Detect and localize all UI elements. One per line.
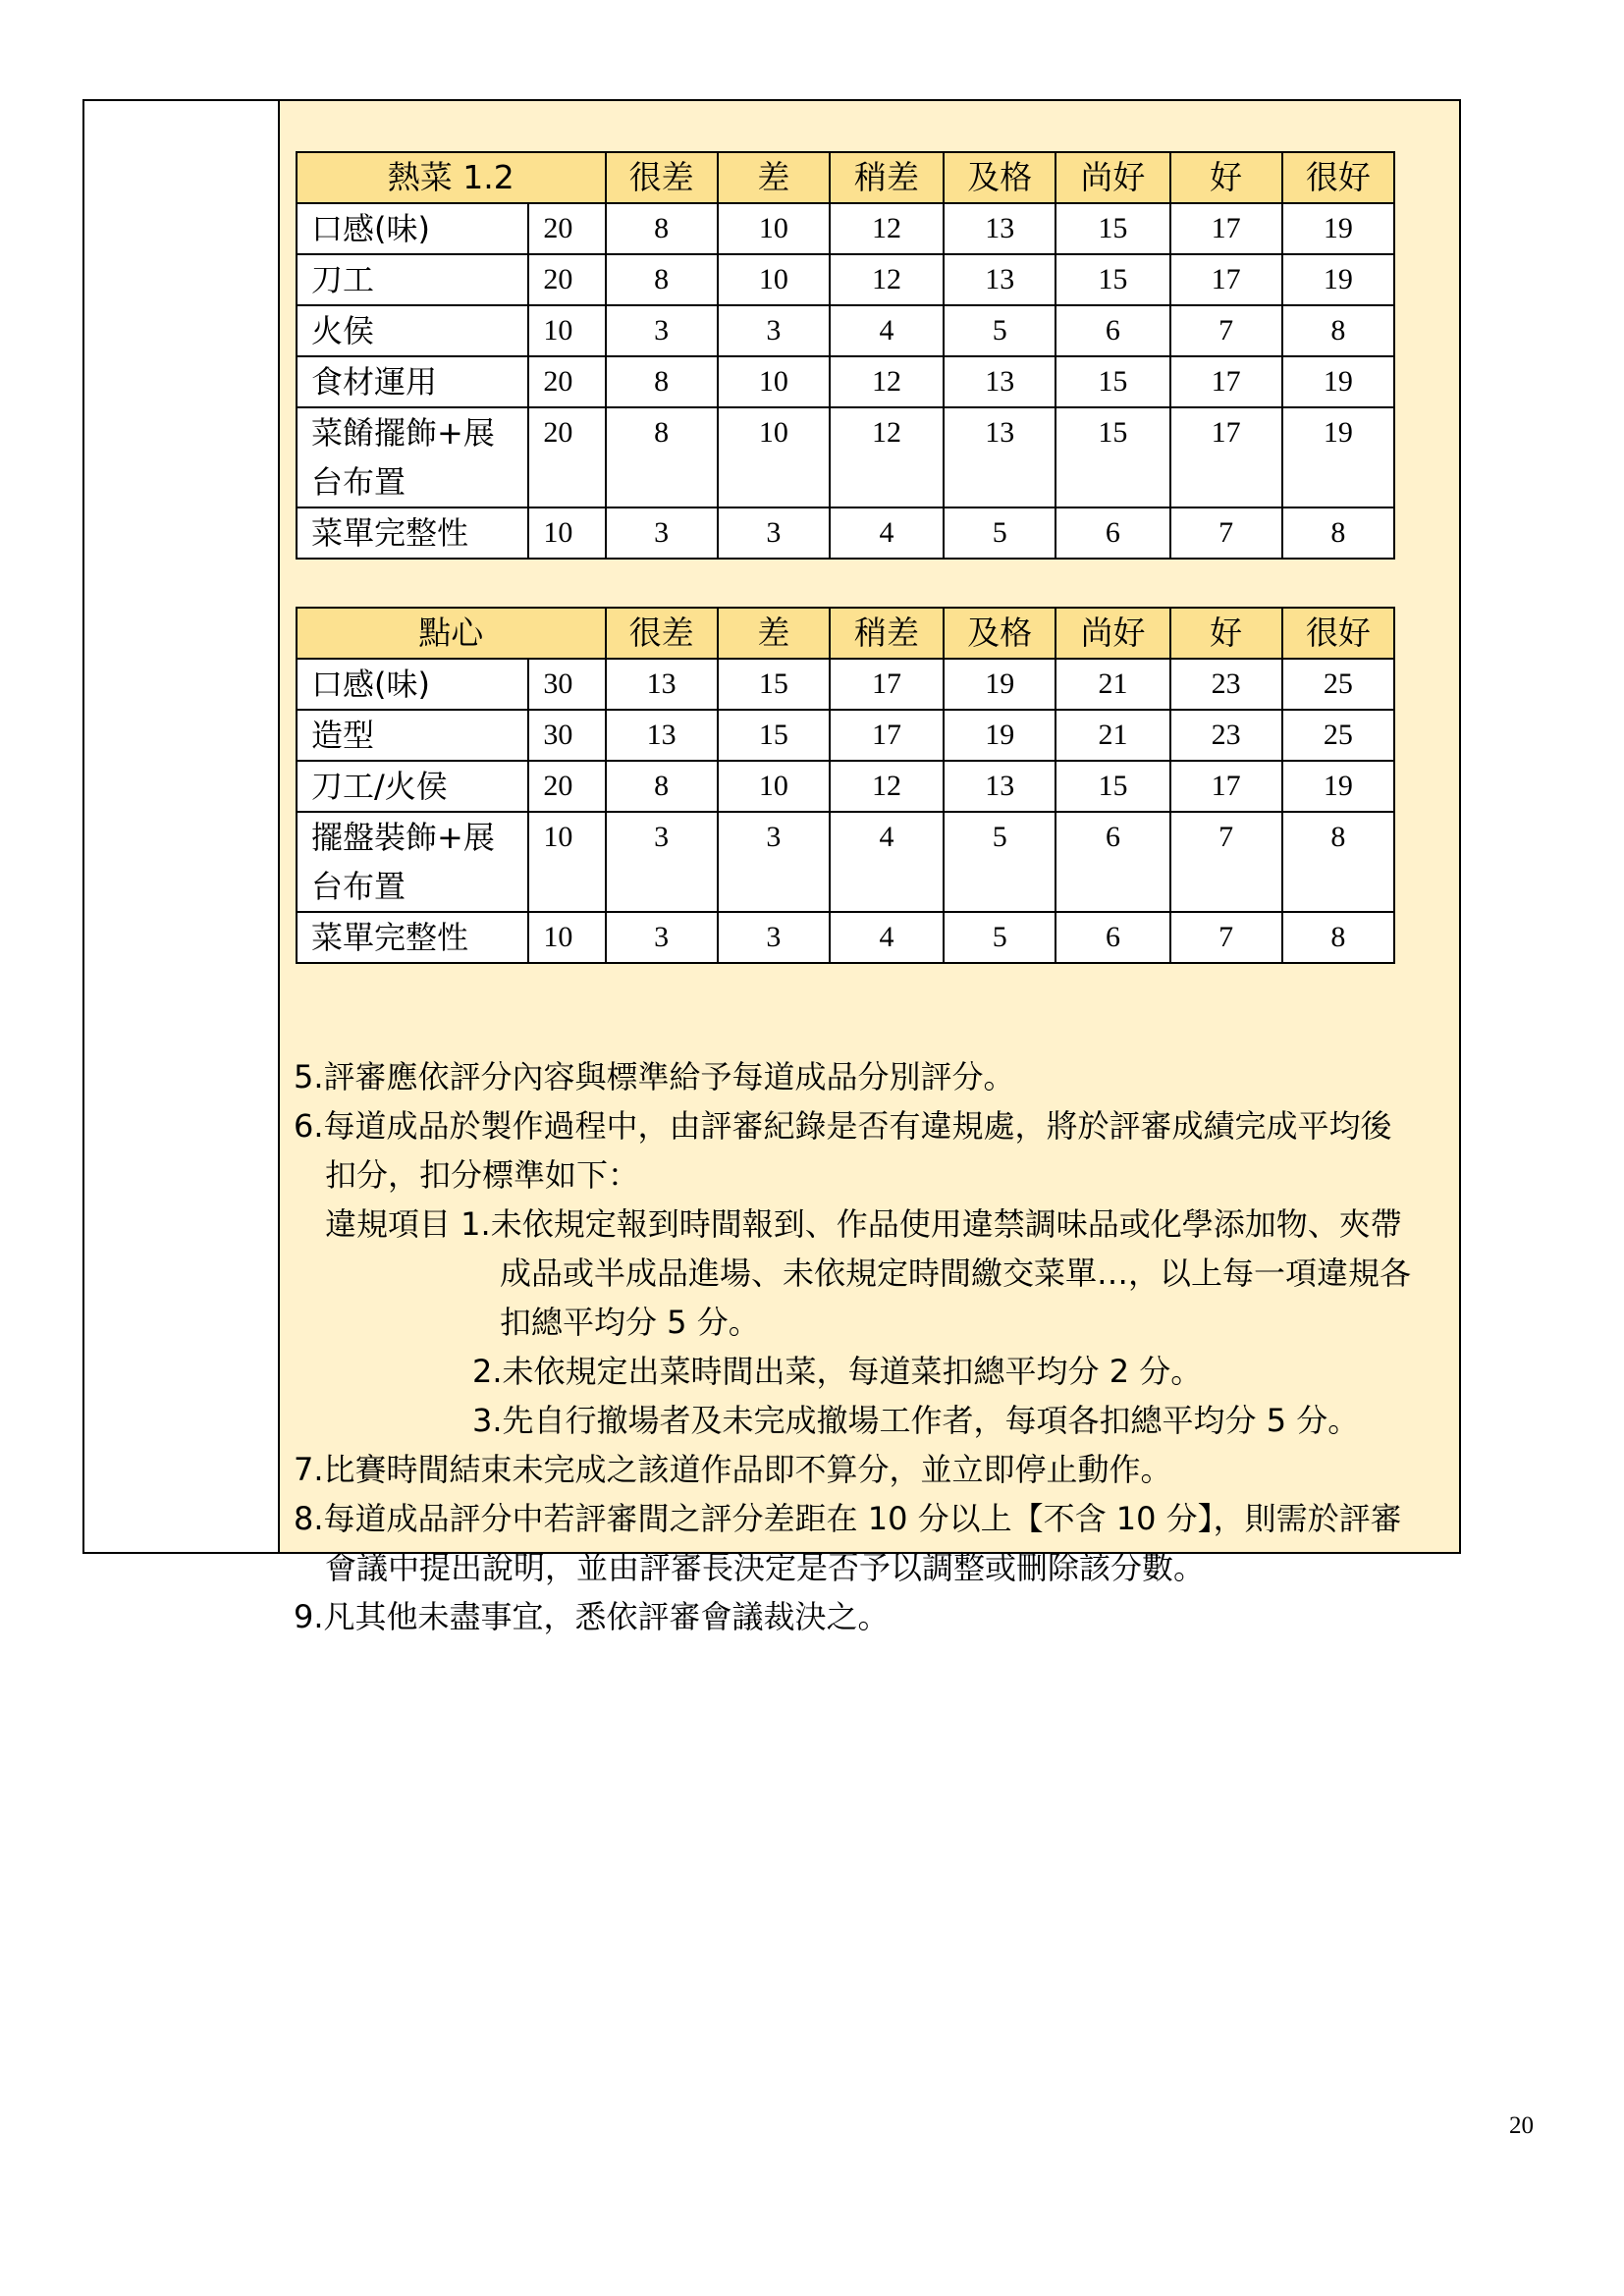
weight-cell: 30 (528, 659, 605, 710)
table-row (297, 407, 1394, 507)
rating-header-cell: 好 (1170, 152, 1282, 203)
criterion-text-line-2: 台布置 (311, 463, 406, 501)
score-cell: 8 (606, 761, 718, 812)
score-cell: 13 (606, 659, 718, 710)
criterion-cell: 刀工/火侯 (297, 761, 528, 812)
table-header-row (297, 152, 1394, 203)
score-cell: 8 (1282, 507, 1394, 559)
score-cell: 8 (606, 407, 718, 507)
score-cell: 19 (1282, 356, 1394, 407)
score-cell: 19 (944, 710, 1056, 761)
score-cell: 8 (606, 254, 718, 305)
score-cell: 7 (1170, 305, 1282, 356)
score-cell: 15 (1056, 203, 1169, 254)
rating-header-cell: 尚好 (1056, 152, 1169, 203)
criterion-cell: 口感(味) (297, 659, 528, 710)
table-row (297, 356, 1394, 407)
note-9: 9.凡其他未盡事宜，悉依評審會議裁決之。 (294, 1598, 890, 1635)
rating-header-cell: 稍差 (830, 152, 944, 203)
rating-header-cell: 好 (1170, 608, 1282, 659)
score-cell: 15 (1056, 356, 1169, 407)
weight-cell: 10 (528, 812, 605, 912)
note-5: 5.評審應依評分內容與標準給予每道成品分別評分。 (294, 1058, 1015, 1095)
criterion-text-line-2: 台布置 (311, 868, 406, 905)
score-cell: 21 (1056, 710, 1169, 761)
score-cell: 15 (718, 710, 830, 761)
score-cell: 10 (718, 356, 830, 407)
score-cell: 13 (944, 254, 1056, 305)
dim-sum-table-body (297, 608, 1394, 963)
score-cell: 5 (944, 305, 1056, 356)
table-row (297, 812, 1394, 912)
score-cell: 7 (1170, 812, 1282, 912)
score-cell: 19 (1282, 203, 1394, 254)
dim-sum-score-table (296, 607, 1395, 964)
page-number: 20 (1509, 2112, 1534, 2139)
score-cell: 3 (718, 305, 830, 356)
rating-header-cell: 很差 (606, 152, 718, 203)
score-cell: 8 (1282, 912, 1394, 963)
score-cell: 12 (830, 761, 944, 812)
criterion-cell (297, 812, 528, 912)
score-cell: 12 (830, 407, 944, 507)
score-cell: 5 (944, 912, 1056, 963)
score-cell: 8 (1282, 812, 1394, 912)
table-title-cell: 熱菜 1.2 (297, 152, 606, 203)
weight-cell: 10 (528, 305, 605, 356)
note-6-violation-1-line-2: 成品或半成品進場、未依規定時間繳交菜單…，以上每一項違規各 (500, 1255, 1412, 1292)
criterion-text-line-1: 擺盤裝飾+展 (311, 819, 495, 856)
criterion-cell: 菜單完整性 (297, 507, 528, 559)
criterion-cell (297, 407, 528, 507)
score-cell: 17 (830, 710, 944, 761)
criterion-cell: 刀工 (297, 254, 528, 305)
rating-header-cell: 稍差 (830, 608, 944, 659)
weight-cell: 20 (528, 761, 605, 812)
table-title-cell: 點心 (297, 608, 606, 659)
score-cell: 6 (1056, 812, 1169, 912)
rating-header-cell: 很好 (1282, 152, 1394, 203)
rating-header-cell: 及格 (944, 152, 1056, 203)
score-cell: 13 (944, 203, 1056, 254)
rating-header-cell: 差 (718, 608, 830, 659)
weight-cell: 20 (528, 254, 605, 305)
note-6-violation-1-line-3: 扣總平均分 5 分。 (500, 1304, 760, 1341)
score-cell: 3 (718, 507, 830, 559)
score-cell: 17 (1170, 254, 1282, 305)
score-cell: 19 (1282, 407, 1394, 507)
score-cell: 25 (1282, 710, 1394, 761)
rating-header-cell: 差 (718, 152, 830, 203)
score-cell: 6 (1056, 912, 1169, 963)
rating-header-cell: 很差 (606, 608, 718, 659)
score-cell: 17 (1170, 356, 1282, 407)
score-cell: 19 (1282, 254, 1394, 305)
score-cell: 17 (1170, 761, 1282, 812)
weight-cell: 20 (528, 356, 605, 407)
hot-dish-score-table (296, 151, 1395, 560)
rating-header-cell: 尚好 (1056, 608, 1169, 659)
score-cell: 13 (944, 407, 1056, 507)
table-header-row (297, 608, 1394, 659)
rules-notes (294, 1052, 1452, 1641)
score-cell: 3 (718, 912, 830, 963)
note-8-line-2: 會議中提出說明，並由評審長決定是否予以調整或刪除該分數。 (325, 1549, 1206, 1586)
table-row (297, 254, 1394, 305)
score-cell: 4 (830, 812, 944, 912)
score-cell: 10 (718, 203, 830, 254)
table-row (297, 659, 1394, 710)
score-cell: 3 (606, 507, 718, 559)
score-cell: 8 (1282, 305, 1394, 356)
table-row (297, 912, 1394, 963)
content-cell (280, 101, 1459, 1635)
note-6-violation-2: 2.未依規定出菜時間出菜，每道菜扣總平均分 2 分。 (472, 1353, 1203, 1390)
note-8-line-1: 8.每道成品評分中若評審間之評分差距在 10 分以上【不含 10 分】，則需於評審 (294, 1500, 1402, 1537)
score-cell: 25 (1282, 659, 1394, 710)
note-6-line-1: 6.每道成品於製作過程中，由評審紀錄是否有違規處，將於評審成績完成平均後 (294, 1107, 1392, 1145)
score-cell: 19 (1282, 761, 1394, 812)
score-cell: 17 (1170, 407, 1282, 507)
note-6-line-2: 扣分，扣分標準如下： (325, 1156, 640, 1194)
score-cell: 3 (718, 812, 830, 912)
rating-header-cell: 及格 (944, 608, 1056, 659)
hot-dish-table-body (297, 152, 1394, 559)
score-cell: 3 (606, 305, 718, 356)
criterion-cell: 菜單完整性 (297, 912, 528, 963)
table-row (297, 761, 1394, 812)
score-cell: 7 (1170, 507, 1282, 559)
score-cell: 8 (606, 356, 718, 407)
criterion-cell: 火侯 (297, 305, 528, 356)
score-cell: 15 (718, 659, 830, 710)
weight-cell: 30 (528, 710, 605, 761)
table-row (297, 507, 1394, 559)
score-cell: 17 (1170, 203, 1282, 254)
score-cell: 4 (830, 507, 944, 559)
score-cell: 15 (1056, 254, 1169, 305)
score-cell: 3 (606, 812, 718, 912)
note-6-violation-3: 3.先自行撤場者及未完成撤場工作者，每項各扣總平均分 5 分。 (472, 1402, 1360, 1439)
score-cell: 13 (944, 761, 1056, 812)
score-cell: 13 (606, 710, 718, 761)
table-row (297, 203, 1394, 254)
weight-cell: 20 (528, 203, 605, 254)
score-cell: 17 (830, 659, 944, 710)
weight-cell: 10 (528, 912, 605, 963)
score-cell: 12 (830, 254, 944, 305)
weight-cell: 20 (528, 407, 605, 507)
score-cell: 5 (944, 812, 1056, 912)
score-cell: 19 (944, 659, 1056, 710)
score-cell: 4 (830, 912, 944, 963)
score-cell: 10 (718, 761, 830, 812)
table-row (297, 710, 1394, 761)
weight-cell: 10 (528, 507, 605, 559)
document-frame (82, 99, 1461, 1635)
score-cell: 10 (718, 254, 830, 305)
left-label-cell (84, 101, 280, 1552)
criterion-cell: 造型 (297, 710, 528, 761)
score-cell: 5 (944, 507, 1056, 559)
score-cell: 21 (1056, 659, 1169, 710)
score-cell: 6 (1056, 305, 1169, 356)
score-cell: 23 (1170, 659, 1282, 710)
score-cell: 3 (606, 912, 718, 963)
score-cell: 4 (830, 305, 944, 356)
score-cell: 8 (606, 203, 718, 254)
score-cell: 7 (1170, 912, 1282, 963)
note-6-violation-1-line-1: 違規項目 1.未依規定報到時間報到、作品使用違禁調味品或化學添加物、夾帶 (325, 1205, 1402, 1243)
score-cell: 10 (718, 407, 830, 507)
table-row (297, 305, 1394, 356)
score-cell: 15 (1056, 407, 1169, 507)
rating-header-cell: 很好 (1282, 608, 1394, 659)
score-cell: 12 (830, 356, 944, 407)
criterion-cell: 食材運用 (297, 356, 528, 407)
score-cell: 15 (1056, 761, 1169, 812)
score-cell: 12 (830, 203, 944, 254)
criterion-cell: 口感(味) (297, 203, 528, 254)
score-cell: 13 (944, 356, 1056, 407)
score-cell: 23 (1170, 710, 1282, 761)
note-7: 7.比賽時間結束未完成之該道作品即不算分，並立即停止動作。 (294, 1451, 1172, 1488)
criterion-text-line-1: 菜餚擺飾+展 (311, 414, 495, 452)
score-cell: 6 (1056, 507, 1169, 559)
